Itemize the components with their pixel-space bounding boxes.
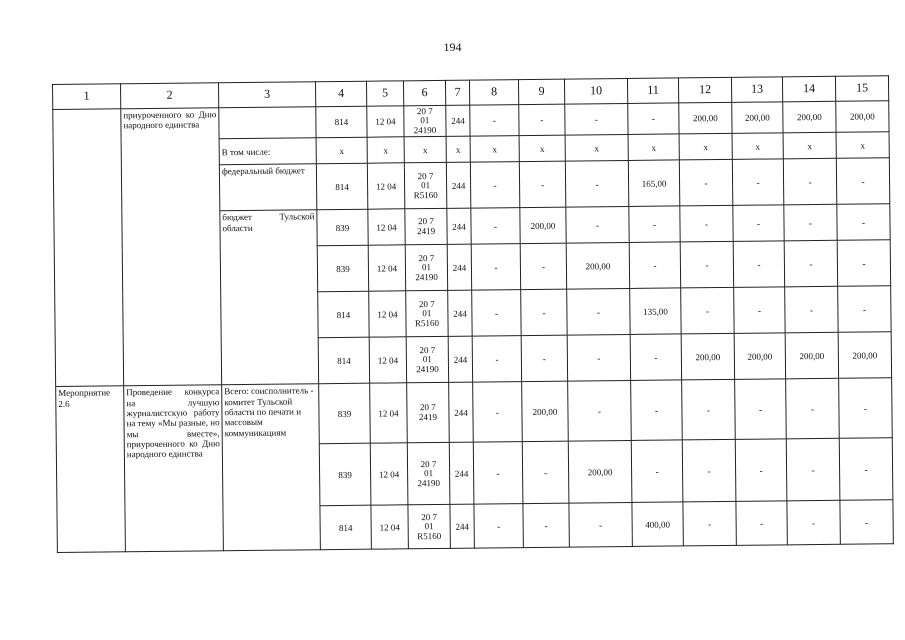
kbk-part: R5160 bbox=[413, 189, 438, 200]
source-cell: федеральный бюджет bbox=[219, 164, 316, 211]
table-cell: - bbox=[787, 501, 840, 546]
table-cell: - bbox=[837, 240, 890, 287]
table-cell: 814 bbox=[316, 106, 367, 138]
table-cell: 12 04 bbox=[369, 291, 406, 337]
table-cell: - bbox=[732, 159, 783, 206]
table-cell: - bbox=[681, 288, 734, 335]
table-cell: х bbox=[679, 134, 732, 161]
table-cell: 200,00 bbox=[732, 102, 783, 134]
table-cell: - bbox=[837, 204, 890, 241]
table-cell: х bbox=[732, 133, 783, 160]
measure-description: приуроченного ко Дню народного единства bbox=[121, 108, 222, 386]
table-cell: 244 bbox=[449, 442, 474, 504]
table-cell: 12 04 bbox=[368, 245, 405, 291]
table-cell: 814 bbox=[320, 505, 371, 550]
table-cell: - bbox=[569, 503, 632, 548]
table-cell: 200,00 bbox=[520, 207, 566, 243]
table-cell: - bbox=[840, 500, 893, 545]
table-cell: х bbox=[367, 137, 404, 163]
kbk-part: 20 7 bbox=[421, 511, 437, 522]
kbk-part: 2419 bbox=[418, 411, 438, 422]
table-cell: - bbox=[470, 162, 519, 209]
table-cell: х bbox=[565, 135, 628, 162]
kbk-part: 20 7 bbox=[420, 458, 437, 469]
table-cell: - bbox=[472, 290, 521, 337]
kbk-part: 20 7 bbox=[418, 216, 434, 227]
table-cell: 839 bbox=[317, 210, 368, 247]
table-cell: 200,00 bbox=[681, 334, 734, 381]
kbk-cell bbox=[406, 291, 448, 337]
table-cell: 12 04 bbox=[371, 505, 408, 549]
table-cell: - bbox=[631, 380, 683, 441]
table-cell: 244 bbox=[446, 105, 470, 137]
kbk-part: 2419 bbox=[417, 225, 436, 236]
table-cell: - bbox=[784, 241, 837, 288]
table-cell: х bbox=[519, 135, 565, 161]
table-cell: 244 bbox=[449, 382, 474, 442]
header-cell: 6 bbox=[403, 80, 445, 105]
table-cell: - bbox=[783, 159, 836, 206]
header-cell: 15 bbox=[835, 76, 888, 102]
table-cell: - bbox=[521, 335, 567, 381]
table-cell: - bbox=[523, 503, 569, 547]
table-cell: - bbox=[839, 378, 893, 439]
kbk-cell bbox=[407, 443, 450, 505]
table-cell: х bbox=[628, 134, 679, 161]
table-cell: 814 bbox=[318, 292, 369, 339]
table-cell: 200,00 bbox=[783, 101, 836, 133]
table-cell: - bbox=[471, 244, 520, 291]
table-cell: - bbox=[682, 380, 736, 441]
table-cell: - bbox=[629, 206, 680, 243]
table-cell: 400,00 bbox=[632, 502, 683, 547]
table-cell: х bbox=[316, 138, 367, 165]
table-cell: 244 bbox=[450, 504, 474, 548]
header-cell: 14 bbox=[782, 76, 835, 102]
table-row bbox=[56, 378, 893, 447]
header-cell: 2 bbox=[121, 83, 219, 109]
table-cell: - bbox=[784, 205, 837, 242]
table-cell: 200,00 bbox=[838, 332, 891, 379]
table-cell: 244 bbox=[447, 244, 471, 290]
measure-description: Проведение конкурса на лучшую журналистскую работу на тему «Мы разные, но мы вместе», приуроченного ко Дню народного единства bbox=[124, 385, 224, 552]
table-cell: - bbox=[786, 439, 840, 502]
table-cell: - bbox=[785, 287, 838, 334]
table-cell: - bbox=[836, 158, 889, 205]
header-cell: 5 bbox=[366, 81, 403, 106]
table-cell: 244 bbox=[447, 208, 471, 244]
kbk-part: 01 bbox=[422, 354, 432, 365]
table-cell: - bbox=[567, 289, 630, 336]
header-cell: 3 bbox=[218, 82, 315, 108]
table-cell: х bbox=[404, 137, 446, 163]
table-cell: - bbox=[736, 501, 787, 546]
table-cell: 12 04 bbox=[367, 163, 404, 209]
table-cell: - bbox=[473, 442, 523, 505]
table-cell: - bbox=[683, 502, 736, 547]
kbk-part: 01 bbox=[424, 521, 434, 532]
table-cell: 12 04 bbox=[370, 443, 408, 505]
table-cell: - bbox=[629, 242, 680, 289]
table-cell: - bbox=[471, 208, 520, 245]
measure-cell bbox=[53, 109, 124, 387]
table-cell: 200,00 bbox=[522, 381, 569, 441]
kbk-part: 24190 bbox=[417, 477, 440, 488]
kbk-part: 20 7 bbox=[419, 402, 436, 413]
header-cell: 12 bbox=[678, 77, 731, 103]
header-cell: 11 bbox=[627, 78, 678, 104]
kbk-part: 01 bbox=[424, 468, 434, 479]
kbk-part: R5160 bbox=[417, 530, 442, 541]
table-cell: 12 04 bbox=[369, 337, 406, 383]
table-cell: 165,00 bbox=[628, 160, 679, 207]
table-cell: - bbox=[630, 334, 681, 381]
kbk-part: 24190 bbox=[416, 363, 439, 374]
table-cell: - bbox=[474, 504, 523, 549]
kbk-part: 20 7 bbox=[419, 344, 436, 355]
table-cell: 12 04 bbox=[370, 383, 408, 443]
kbk-cell bbox=[407, 383, 450, 443]
kbk-part: 20 7 bbox=[416, 106, 433, 117]
table-cell: 200,00 bbox=[734, 333, 785, 380]
kbk-cell bbox=[405, 209, 447, 245]
table-cell: - bbox=[519, 161, 565, 207]
source-cell: бюджет Тульской области bbox=[220, 210, 319, 385]
table-cell: - bbox=[682, 440, 736, 503]
table-cell: 200,00 bbox=[836, 101, 889, 133]
table-cell: 814 bbox=[318, 338, 369, 385]
header-cell: 9 bbox=[518, 79, 564, 104]
table-cell: - bbox=[519, 104, 565, 136]
table-cell: 814 bbox=[316, 164, 367, 211]
table-cell: х bbox=[446, 136, 470, 162]
budget-table bbox=[52, 75, 894, 553]
table-cell: - bbox=[522, 441, 569, 503]
table-cell: 244 bbox=[446, 162, 470, 208]
page-number: 194 bbox=[443, 40, 462, 54]
table-cell: - bbox=[735, 439, 787, 502]
table-cell: 200,00 bbox=[566, 243, 629, 290]
source-cell: Всего: соисполнитель - комитет Тульской области по печати и массовым коммуникациям bbox=[222, 384, 321, 551]
table-cell: 244 bbox=[448, 290, 472, 336]
table-cell: - bbox=[520, 243, 566, 289]
table-cell: 839 bbox=[319, 384, 371, 445]
kbk-part: 20 7 bbox=[417, 170, 434, 181]
measure-number: Мероприятие 2.6 bbox=[56, 386, 126, 553]
table-cell: 135,00 bbox=[630, 288, 681, 335]
header-cell: 7 bbox=[445, 80, 469, 105]
table-cell: - bbox=[568, 381, 632, 442]
table-cell: - bbox=[838, 286, 891, 333]
table-cell: - bbox=[566, 207, 629, 244]
table-cell: - bbox=[733, 205, 784, 242]
kbk-cell bbox=[404, 105, 446, 137]
kbk-cell bbox=[408, 505, 450, 549]
header-cell: 13 bbox=[731, 77, 782, 103]
kbk-part: 20 7 bbox=[418, 298, 435, 309]
table-cell: - bbox=[473, 382, 523, 443]
kbk-part: 01 bbox=[421, 262, 431, 273]
table-cell: - bbox=[734, 287, 785, 334]
table-cell: - bbox=[631, 440, 683, 503]
kbk-cell bbox=[404, 163, 446, 209]
source-cell: В том числе: bbox=[219, 138, 316, 165]
table-cell: - bbox=[567, 335, 630, 382]
kbk-cell bbox=[405, 245, 447, 291]
table-cell: х bbox=[836, 132, 889, 159]
kbk-part: 01 bbox=[422, 308, 432, 319]
table-cell: - bbox=[679, 160, 732, 207]
header-cell: 1 bbox=[53, 84, 121, 110]
table-cell: 839 bbox=[319, 443, 371, 506]
table-cell: - bbox=[735, 379, 787, 440]
table-cell: 200,00 bbox=[679, 102, 732, 134]
table-cell: - bbox=[521, 289, 567, 335]
kbk-cell bbox=[406, 337, 448, 383]
table-cell: - bbox=[839, 438, 893, 501]
kbk-part: 01 bbox=[421, 180, 431, 191]
table-cell: 244 bbox=[448, 336, 472, 382]
table-cell: х bbox=[783, 133, 836, 160]
table-cell: - bbox=[472, 336, 521, 383]
table-cell: - bbox=[733, 241, 784, 288]
table-cell: 12 04 bbox=[368, 209, 405, 245]
kbk-part: 24190 bbox=[413, 124, 437, 136]
table-cell: - bbox=[680, 242, 733, 289]
table-cell: - bbox=[565, 161, 628, 208]
header-cell: 10 bbox=[564, 78, 627, 104]
budget-table-sheet bbox=[52, 75, 894, 553]
header-cell: 4 bbox=[315, 81, 366, 107]
table-cell: - bbox=[680, 206, 733, 243]
kbk-part: 01 bbox=[420, 115, 430, 126]
header-cell: 8 bbox=[469, 80, 518, 106]
kbk-part: 24190 bbox=[415, 271, 438, 282]
source-cell bbox=[219, 107, 316, 139]
table-cell: 12 04 bbox=[367, 106, 404, 138]
kbk-part: 20 7 bbox=[418, 252, 435, 263]
kbk-part: R5160 bbox=[414, 317, 440, 328]
table-cell: 200,00 bbox=[568, 441, 632, 504]
table-cell: - bbox=[628, 103, 679, 135]
table-cell: 839 bbox=[317, 246, 368, 293]
table-cell: - bbox=[565, 103, 628, 135]
table-cell: - bbox=[786, 379, 840, 440]
table-cell: - bbox=[470, 105, 519, 137]
table-cell: 200,00 bbox=[785, 333, 838, 380]
table-cell: х bbox=[470, 136, 519, 163]
